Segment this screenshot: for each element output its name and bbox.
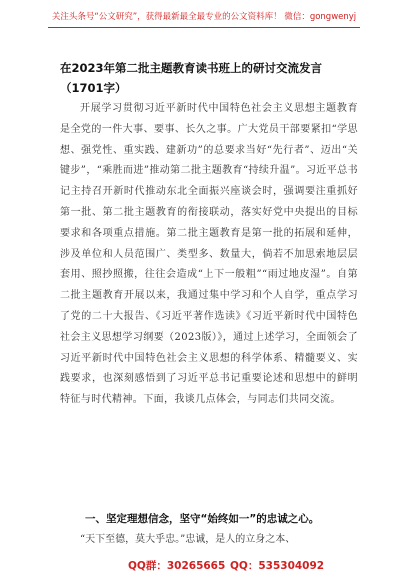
qq-group-number: QQ群：30265665 bbox=[128, 560, 226, 572]
header-banner: 关注头条号“公文研究”，获得最新最全最专业的公文资料库！ 微信：gongwenyj bbox=[51, 12, 357, 22]
qq-number: QQ：535304092 bbox=[230, 560, 325, 572]
section-heading: 一、坚定理想信念，坚守“始终如一”的忠诚之心。 bbox=[85, 513, 320, 525]
header-divider bbox=[48, 27, 360, 28]
body-paragraph: 开展学习贯彻习近平新时代中国特色社会主义思想主题教育是全党的一件大事、要事、长久之事。广大党员干部要紧扣“学思想、强党性、重实践、建新功”的总要求当好“先行者”、迈出“关键步”，“乘胜而进”推动第二批主题教育“持续升温”。习近平总书记主持召开新时代推动东北全面振兴座谈会时，强调要注重抓好第一批、第二批主题教育的衔接联动，落实好党中央提出的目标要求和各项重点措施。第二批主题教育是第一批的拓展和延伸，涉及单位和人员范围广、类型多、数量大，倘若不加思索地层层套用、照抄照搬，往往会造成“上下一般粗”“雨过地皮湿”。自第二批主题教育开展以来，我通过集中学习和个人自学，重点学习了党的二十大报告、《习近平著作选读》《习近平新时代中国特色社会主义思想学习纲要（2023版）》，通过上述学习，全面领会了习近平新时代中国特色社会主义思想的科学体系、精髓要义、实践要求，也深刻感悟到了习近平总书记重要论述和思想中的鲜明特征与时代精神。下面，我谈几点体会，与同志们共同交流。 bbox=[60, 103, 358, 406]
document-title: 在2023年第二批主题教育读书班上的研讨交流发言（1701字） bbox=[60, 61, 323, 95]
body-paragraph-continued: “天下至德，莫大乎忠。”忠诚，是人的立身之本、 bbox=[80, 534, 296, 545]
footer-contact bbox=[0, 556, 408, 576]
